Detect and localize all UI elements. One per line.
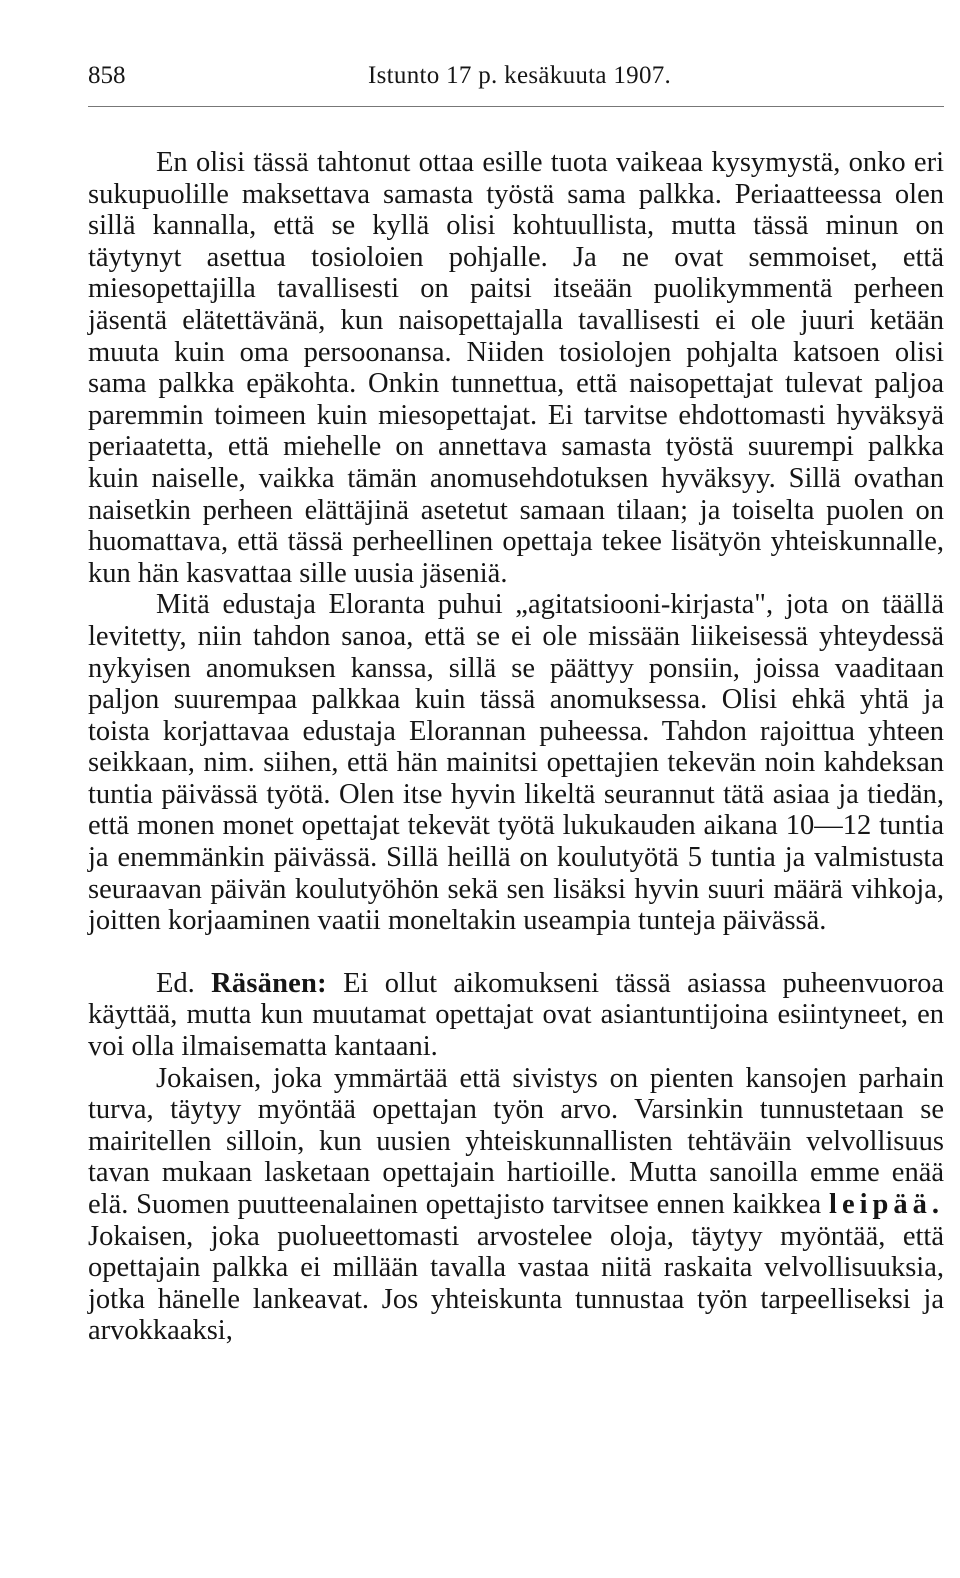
page-header [88,58,944,94]
page-number: 858 [88,62,126,89]
paragraph-2: Mitä edustaja Eloranta puhui „agitatsiooni-kirjasta", jota on täällä levitetty, niin tahdon sanoa, että se ei ole missään liikeisessä yhteydessä nykyisen anomuksen kanssa, sillä se päättyy ponsiin, joissa vaaditaan paljon suurempaa palkkaa kuin tässä anomuksessa. Olisi ehkä yhtä ja toista korjattavaa edustaja Elorannan puheessa. Tahdon rajoittua yhteen seikkaan, nim. siihen, että hän mainitsi opettajien tekevän noin kahdeksan tuntia päivässä työtä. Olen itse hyvin likeltä seurannut tätä asiaa ja tiedän, että monen monet opettajat tekevät työtä lukukauden aikana 10—12 tuntia ja enemmänkin päivässä. Sillä heillä on koulutyötä 5 tuntia ja valmistusta seuraavan päivän koulutyöhön sekä sen lisäksi hyvin suuri määrä vihkoja, joitten korjaaminen vaatii moneltakin useampia tunteja päivässä. [88,589,944,937]
paragraph-4-text-after: Jokaisen, joka puolueettomasti arvostelee oloja, täytyy myöntää, että opettajain palkka ei millään tavalla vastaa niitä raskaita velvollisuuksia, jotka hänelle lankeavat. Jos yhteiskunta tunnustaa työn tarpeelliseksi ja arvokkaaksi, [88,1220,944,1347]
running-head: Istunto 17 p. kesäkuuta 1907. [368,62,672,89]
paragraph-3 [88,968,944,1063]
emphasized-word: leipää. [829,1189,944,1220]
header-rule [88,106,944,107]
paragraph-4-text-before: Jokaisen, joka ymmärtää että sivistys on pienten kansojen parhain turva, täytyy myöntää opettajan työn arvo. Varsinkin tunnustetaan se mairitellen silloin, kun uusien yhteiskunnallisten tehtäväin velvollisuus tavan mukaan lasketaan opettajain hartioille. Mutta sanoilla emme enää elä. Suomen puutteenalainen opettajisto tarvitsee ennen kaikkea [88,1062,944,1220]
speaker-prefix: Ed. [156,967,195,999]
speaker-name: Räsänen: [211,967,327,999]
paragraph-3-text: Ei ollut aikomukseni tässä asiassa puheenvuoroa käyttää, mutta kun muutamat opettajat ovat asiantuntijoina esiintyneet, en voi olla ilmaisematta kantaani. [88,967,945,1063]
paragraph-4 [88,1063,944,1347]
document-page [88,58,945,1347]
paragraph-1: En olisi tässä tahtonut ottaa esille tuota vaikeaa kysymystä, onko eri sukupuolille maksettava samasta työstä sama palkka. Periaatteessa olen sillä kannalla, että se kyllä olisi kohtuullista, mutta tässä minun on täytynyt asettua tosioloien pohjalle. Ja ne ovat semmoiset, että miesopettajilla tavallisesti on paitsi itseään puolikymmentä perheen jäsentä elätettävänä, kun naisopettajalla tavallisesti ei ole juuri ketään muuta kuin oma persoonansa. Niiden tosiolojen pohjalta katsoen olisi sama palkka epäkohta. Onkin tunnettua, että naisopettajat tulevat paljoa paremmin toimeen kuin miesopettajat. Ei tarvitse ehdottomasti hyväksyä periaatetta, että miehelle on annettava samasta työstä suurempi palkka kuin naiselle, vaikka tämän anomusehdotuksen hyväksyy. Sillä ovathan naisetkin perheen elättäjinä asetetut samaan tilaan; ja toiselta puolen on huomattava, että tässä perheellinen opettaja tekee lisätyön yhteiskunnalle, kun hän kasvattaa sille uusia jäseniä. [88,147,944,589]
body-text [88,147,944,1347]
